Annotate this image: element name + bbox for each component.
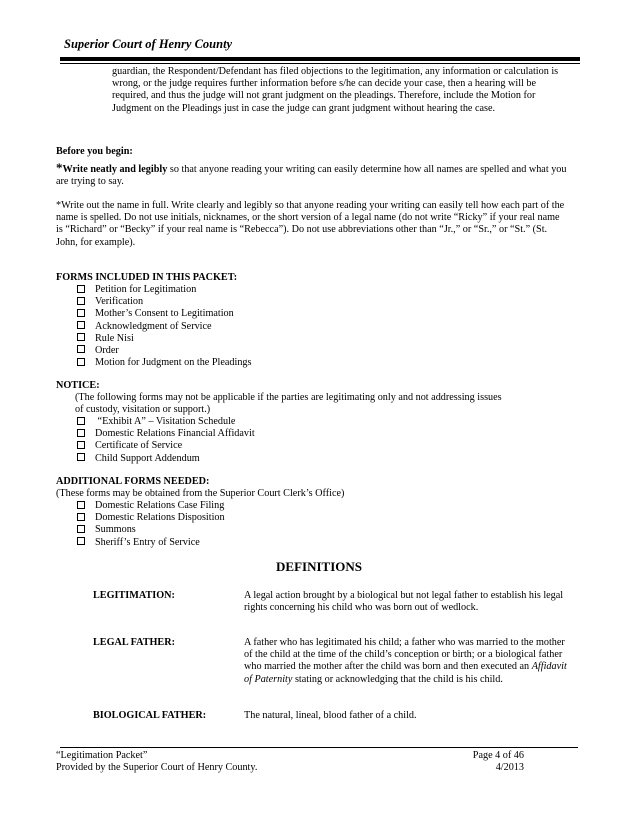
checkbox-icon[interactable] (77, 417, 85, 425)
list-item (77, 500, 225, 512)
item-label: Sheriff’s Entry of Service (95, 536, 200, 548)
list-item (77, 321, 251, 333)
before-heading: Before you begin: (56, 146, 133, 157)
item-label: Summons (95, 524, 136, 536)
fullname-line: John, for example). (56, 236, 136, 248)
checkbox-icon[interactable] (77, 453, 85, 461)
item-label: Certificate of Service (95, 440, 183, 452)
fullname-line: is “Richard” or “Becky” if your real name is “Rebecca”). Do not use abbreviations other than “Jr.,” or “Sr.,” or “St.” (St. (56, 224, 548, 236)
definition-line: The natural, lineal, blood father of a child. (244, 710, 417, 721)
item-label: Motion for Judgment on the Pleadings (95, 357, 252, 369)
asterisk: * (56, 160, 63, 175)
checkbox-icon[interactable] (77, 345, 85, 353)
term-legal-father: LEGAL FATHER: (93, 637, 175, 648)
definition-legitimation (244, 590, 584, 614)
header-rule-thin (60, 63, 580, 64)
bold-lead: Write neatly and legibly (62, 164, 168, 175)
checkbox-icon[interactable] (77, 441, 85, 449)
term-biological-father: BIOLOGICAL FATHER: (93, 710, 207, 721)
revision-date: 4/2013 (495, 762, 524, 774)
item-label: Rule Nisi (95, 332, 134, 344)
item-label: Domestic Relations Financial Affidavit (95, 428, 255, 440)
neat-text-line2: are trying to say. (56, 176, 124, 188)
intro-line: guardian, the Respondent/Defendant has filed objections to the legitimation, any information or calculation is (112, 66, 559, 77)
intro-line: Judgment on the Pleadings just in case the judge can grant judgment without hearing the case. (112, 102, 496, 114)
item-label: Petition for Legitimation (95, 284, 197, 295)
fullname-line: *Write out the name in full. Write clearly and legibly so that anyone reading your writing can easily tell how each part of the (56, 200, 565, 211)
list-item (77, 296, 251, 308)
footer-rule (60, 747, 578, 748)
additional-note: (These forms may be obtained from the Superior Court Clerk’s Office) (56, 488, 345, 499)
notice-heading: NOTICE: (56, 380, 100, 391)
checkbox-icon[interactable] (77, 297, 85, 305)
item-label: “Exhibit A” – Visitation Schedule (95, 416, 236, 427)
definition-line: of the child at the time of the child’s conception or birth; or a biological father (244, 649, 563, 661)
additional-heading: ADDITIONAL FORMS NEEDED: (56, 476, 210, 487)
neat-text: so that anyone reading your writing can easily determine how all names are spelled and what you (167, 164, 567, 175)
checkbox-icon[interactable] (77, 501, 85, 509)
definition-legal-father (244, 637, 584, 686)
definition-line (244, 674, 584, 686)
definition-line (244, 661, 584, 673)
list-item (77, 537, 225, 549)
footer-right (457, 750, 524, 774)
item-label: Mother’s Consent to Legitimation (95, 308, 234, 320)
footer-packet-name: “Legitimation Packet” (56, 750, 148, 761)
item-label: Domestic Relations Case Filing (95, 500, 225, 511)
term-legitimation: LEGITIMATION: (93, 590, 175, 601)
intro-line: wrong, or the judge requires further information before s/he can decide your case, then a hearing will be (112, 78, 537, 90)
list-item (77, 440, 255, 452)
item-label: Child Support Addendum (95, 452, 200, 464)
list-item (77, 453, 255, 465)
definitions-title: DEFINITIONS (276, 559, 362, 574)
item-label: Acknowledgment of Service (95, 320, 212, 332)
item-label: Order (95, 344, 119, 356)
header-rule-thick (60, 57, 580, 61)
notice-text (75, 392, 502, 416)
paternity-text: of Paternity (244, 673, 293, 685)
forms-included-heading: FORMS INCLUDED IN THIS PACKET: (56, 272, 238, 283)
definition-text: who married the mother after the child was born and then executed an (244, 661, 532, 673)
definition-line: A legal action brought by a biological but not legal father to establish his legal (244, 590, 564, 601)
list-item (77, 333, 251, 345)
affidavit-text: Affidavit (531, 661, 567, 673)
list-item (77, 512, 225, 524)
definition-biological-father (244, 710, 584, 722)
checkbox-icon[interactable] (77, 333, 85, 341)
item-label: Verification (95, 296, 144, 308)
definition-line: rights concerning his child who was born out of wedlock. (244, 602, 479, 614)
additional-list (77, 500, 225, 549)
page-number: Page 4 of 46 (472, 750, 524, 761)
checkbox-icon[interactable] (77, 309, 85, 317)
definition-text: stating or acknowledging that the child is his child. (292, 673, 503, 685)
definition-line: A father who has legitimated his child; a father who was married to the mother (244, 637, 565, 648)
item-label: Domestic Relations Disposition (95, 512, 225, 524)
intro-line: required, and thus the judge will not grant judgment on the pleadings. Therefore, include the Motion for (112, 90, 536, 102)
intro-paragraph (112, 66, 558, 115)
list-item (77, 284, 251, 296)
list-item (77, 357, 251, 369)
footer-left (56, 750, 257, 774)
checkbox-icon[interactable] (77, 321, 85, 329)
fullname-line: name is spelled. Do not use initials, nicknames, or the short version of a legal name (do not write “Ricky” if your real name (56, 212, 560, 224)
fullname-instruction (56, 200, 564, 249)
list-item (77, 524, 225, 536)
checkbox-icon[interactable] (77, 537, 85, 545)
list-item (77, 428, 255, 440)
neat-instruction (56, 162, 586, 188)
checkbox-icon[interactable] (77, 358, 85, 366)
checkbox-icon[interactable] (77, 513, 85, 521)
notice-line: of custody, visitation or support.) (75, 404, 211, 416)
list-item (77, 416, 255, 428)
checkbox-icon[interactable] (77, 285, 85, 293)
footer-provider: Provided by the Superior Court of Henry County. (56, 762, 258, 774)
notice-list (77, 416, 255, 465)
checkbox-icon[interactable] (77, 429, 85, 437)
list-item (77, 308, 251, 320)
list-item (77, 345, 251, 357)
checkbox-icon[interactable] (77, 525, 85, 533)
court-header-title: Superior Court of Henry County (64, 37, 233, 51)
forms-included-list (77, 284, 251, 369)
notice-line: (The following forms may not be applicable if the parties are legitimating only and not addressing issues (75, 392, 502, 403)
